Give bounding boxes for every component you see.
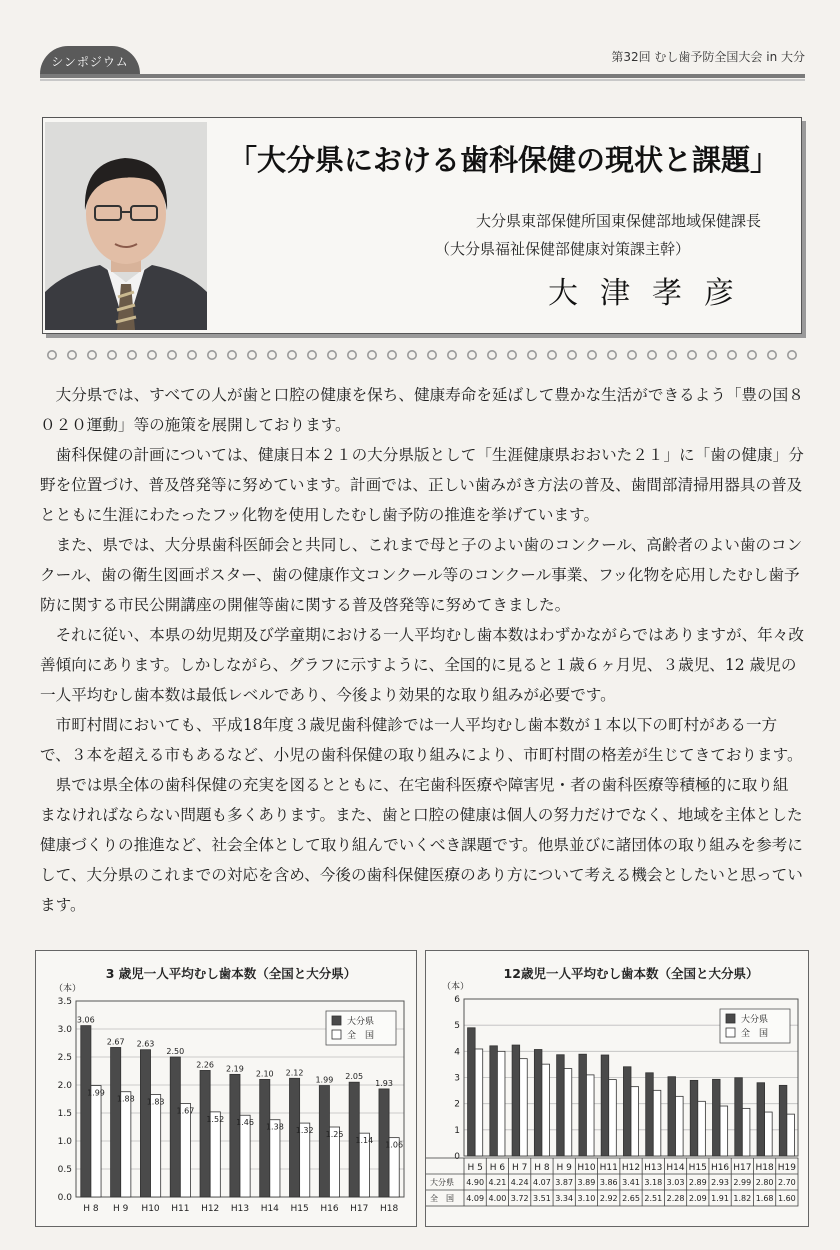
table-cell-national: 2.09 [688,1194,707,1203]
y-axis-unit: （本） [442,982,470,992]
divider-dot [328,351,336,359]
divider-dot [508,351,516,359]
y-tick-label: 3 [454,1073,460,1084]
bar-national [151,1095,161,1197]
bar-national [720,1106,728,1156]
divider-dot [648,351,656,359]
table-cell-national: 3.10 [577,1194,596,1203]
portrait-illustration [45,122,207,330]
bar-national [653,1090,661,1156]
y-tick-label: 1.5 [57,1109,72,1119]
bar-national [609,1080,617,1156]
data-label-national: 1.06 [385,1140,404,1150]
x-tick-label: H10 [141,1204,160,1214]
chart-12yo-svg [426,951,808,1226]
data-label-oita: 2.26 [196,1060,215,1070]
divider-dot [388,351,396,359]
data-label-national: 1.67 [176,1106,195,1116]
page-header [40,38,805,78]
divider-dot [668,351,676,359]
table-cell-national: 2.92 [599,1194,618,1203]
x-tick-label: H18 [755,1163,774,1173]
y-tick-label: 2.0 [57,1081,72,1091]
x-tick-label: H 9 [113,1204,129,1214]
dotted-divider [45,348,805,362]
x-tick-label: H14 [666,1163,685,1173]
legend-label: 大分県 [741,1015,769,1025]
divider-dot [108,351,116,359]
divider-dot [408,351,416,359]
x-tick-label: H14 [260,1204,279,1214]
table-cell-oita: 2.80 [755,1178,774,1187]
article-body [40,380,804,920]
x-tick-label: H17 [733,1163,752,1173]
bar-oita [512,1045,520,1156]
legend-swatch [726,1014,735,1023]
data-label-national: 1.83 [146,1097,165,1107]
chart-title: 12歳児一人平均むし歯本数（全国と大分県） [503,966,759,981]
table-cell-oita: 2.99 [733,1178,752,1187]
bar-oita [490,1046,498,1156]
y-tick-label: 4 [454,1047,460,1058]
data-label-national: 1.46 [236,1118,254,1128]
table-cell-national: 3.51 [533,1194,551,1203]
bar-oita [668,1077,676,1156]
table-cell-oita: 3.86 [599,1178,618,1187]
legend-label: 大分県 [347,1017,375,1027]
bar-national [631,1087,639,1156]
x-tick-label: H15 [688,1163,707,1173]
bar-oita [111,1047,121,1197]
x-tick-label: H19 [777,1163,796,1173]
divider-dot [728,351,736,359]
divider-dot [68,351,76,359]
bar-oita [646,1073,654,1156]
bar-national [676,1096,684,1156]
x-tick-label: H 7 [511,1163,528,1173]
divider-dot [348,351,356,359]
divider-dot [748,351,756,359]
bar-oita [230,1074,240,1197]
divider-dot [468,351,476,359]
bar-national [742,1108,750,1156]
bar-oita [81,1026,91,1197]
legend-swatch [726,1028,735,1037]
paragraph: それに従い、本県の幼児期及び学童期における一人平均むし歯本数はわずかながらではありますが、年々改善傾向にあります。しかしながら、グラフに示すように、全国的に見ると１歳６ヶ月児、３歳児、12 歳児の一人平均むし歯本数は最低レベルであり、今後より効果的な取り組みが必要です。 [40,626,804,704]
y-tick-label: 3.5 [57,997,72,1007]
author-photo [45,122,207,330]
chart-title: 3 歳児一人平均むし歯本数（全国と大分県） [105,966,357,981]
table-cell-oita: 3.41 [622,1178,640,1187]
data-label-oita: 2.50 [166,1047,185,1056]
x-tick-label: H13 [230,1204,250,1214]
chart-12yo [425,950,809,1227]
bar-oita [289,1078,299,1197]
x-tick-label: H12 [621,1163,641,1173]
bar-national [586,1075,594,1156]
data-label-national: 1.25 [325,1130,344,1139]
x-tick-label: H18 [379,1204,399,1214]
divider-dot [228,351,236,359]
divider-dot [768,351,776,359]
header-rule-light [40,79,805,81]
bar-national [475,1049,483,1156]
y-tick-label: 0.5 [57,1165,72,1175]
divider-dot [428,351,436,359]
table-cell-national: 4.00 [488,1194,507,1203]
x-tick-label: H12 [201,1204,220,1214]
legend-label: 全 国 [741,1029,769,1039]
bar-oita [200,1070,210,1197]
paragraph: また、県では、大分県歯科医師会と共同し、これまで母と子のよい歯のコンクール、高齢者のよい歯のコンクール、歯の衛生図画ポスター、歯の健康作文コンクール等のコンクール事業、フッ化物を応用したむし歯予防に関する市民公開講座の開催等歯に関する普及啓発等に努めてきました。 [40,536,803,614]
table-cell-national: 3.34 [555,1194,574,1203]
divider-dot [548,351,556,359]
x-tick-label: H 8 [534,1163,550,1173]
divider-dot [608,351,616,359]
paragraph: 歯科保健の計画については、健康日本２１の大分県版として「生涯健康県おおいた２１」に「歯の健康」分野を位置づけ、普及啓発等に努めています。計画では、正しい歯みがき方法の普及、歯間部清掃用器具の普及とともに生涯にわたったフッ化物を使用したむし歯予防の推進を挙げています。 [40,446,804,524]
data-label-oita: 1.93 [375,1078,393,1088]
data-label-oita: 2.10 [255,1069,274,1079]
data-label-national: 1.32 [295,1126,314,1136]
x-tick-label: H 6 [489,1163,506,1173]
bar-national [121,1092,131,1197]
y-tick-label: 2 [454,1099,460,1110]
y-tick-label: 5 [454,1021,460,1032]
bar-national [698,1101,706,1156]
legend-label: 全 国 [347,1031,375,1041]
y-tick-label: 6 [454,995,460,1005]
data-label-oita: 2.19 [226,1064,244,1074]
table-cell-national: 3.72 [510,1194,529,1203]
data-label-oita: 3.06 [76,1015,95,1025]
bar-oita [140,1050,150,1197]
x-tick-label: H15 [290,1204,309,1214]
table-cell-national: 2.28 [666,1194,685,1203]
table-cell-national: 4.09 [466,1194,485,1203]
x-tick-label: H11 [599,1163,618,1173]
divider-dot [188,351,196,359]
divider-dot [248,351,256,359]
data-label-oita: 2.67 [106,1037,125,1047]
x-tick-label: H 8 [83,1204,99,1214]
author-name: 大津孝彦 [548,276,756,311]
y-tick-label: 2.5 [57,1053,72,1063]
divider-dot [88,351,96,359]
legend-swatch [332,1030,341,1039]
divider-dot [48,351,56,359]
y-axis-unit: （本） [54,984,82,994]
table-cell-national: 1.82 [733,1194,752,1203]
bar-oita [757,1083,765,1156]
divider-dot [148,351,156,359]
divider-dot [448,351,456,359]
x-tick-label: H10 [577,1163,596,1173]
table-cell-oita: 4.07 [533,1178,551,1187]
paragraph: 県では県全体の歯科保健の充実を図るとともに、在宅歯科医療や障害児・者の歯科医療等積極的に取り組まなければならない問題も多くあります。また、歯と口腔の健康は個人の努力だけでなく、地域を主体とした健康づくりの推進など、社会全体として取り組んでいくべき課題です。他県並びに諸団体の取り組みを参考にして、大分県のこれまでの対応を含め、今後の歯科保健医療のあり方について考える機会としたいと思っています。 [40,776,803,914]
y-tick-label: 0.0 [57,1193,72,1203]
table-cell-national: 1.68 [755,1194,774,1203]
bar-national [520,1059,528,1156]
bar-national [787,1114,795,1156]
bar-oita [579,1054,587,1156]
data-label-national: 1.52 [206,1114,225,1124]
data-label-oita: 2.12 [285,1068,304,1078]
section-tab: シンポジウム [40,46,140,74]
affiliation-line2: （大分県福祉保健部健康対策課主幹） [435,240,691,258]
table-cell-oita: 3.03 [666,1178,685,1187]
bar-national [210,1112,220,1197]
bar-oita [779,1085,787,1156]
divider-dot [168,351,176,359]
paragraph: 大分県では、すべての人が歯と口腔の健康を保ち、健康寿命を延ばして豊かな生活ができるよう「豊の国８０２０運動」等の施策を展開しております。 [40,386,804,434]
y-tick-label: 1.0 [57,1137,72,1147]
table-cell-oita: 3.18 [644,1178,663,1187]
data-label-national: 1.38 [265,1122,284,1132]
table-cell-oita: 3.87 [555,1178,574,1187]
bar-oita [468,1028,476,1156]
x-tick-label: H13 [644,1163,663,1173]
chart-3yo-svg [36,951,416,1226]
article-title: 「大分県における歯科保健の現状と課題」 [228,143,780,177]
divider-dot [628,351,636,359]
divider-dot [588,351,596,359]
divider-dot [788,351,796,359]
affiliation-line1: 大分県東部保健所国東保健部地域保健課長 [475,212,761,230]
bar-oita [690,1080,698,1156]
divider-dot [128,351,136,359]
x-tick-label: H 5 [467,1163,483,1173]
title-box [42,117,802,334]
chart-3yo [35,950,417,1227]
y-tick-label: 3.0 [57,1025,72,1035]
table-cell-oita: 4.24 [510,1178,529,1187]
table-cell-oita: 4.90 [466,1178,485,1187]
divider-dot [368,351,376,359]
bar-oita [260,1079,270,1197]
bar-national [765,1112,773,1156]
table-row-label: 大分県 [430,1178,454,1187]
divider-dot [268,351,276,359]
conference-title: 第32回 むし歯予防全国大会 in 大分 [611,50,805,64]
bar-oita [735,1078,743,1156]
bar-national [91,1086,101,1197]
data-label-national: 1.99 [87,1088,105,1098]
data-label-oita: 1.99 [315,1075,334,1085]
x-tick-label: H17 [350,1204,369,1214]
divider-dot [288,351,296,359]
table-cell-national: 1.91 [711,1194,729,1203]
table-cell-national: 2.65 [622,1194,640,1203]
bar-oita [623,1067,631,1156]
x-tick-label: H11 [171,1204,190,1214]
data-label-national: 1.14 [355,1136,374,1146]
x-tick-label: H16 [320,1204,339,1214]
bar-oita [712,1079,720,1156]
bar-national [240,1115,250,1197]
bar-oita [557,1055,565,1156]
table-cell-national: 2.51 [644,1194,663,1203]
bar-oita [534,1050,542,1156]
y-tick-label: 1 [454,1125,460,1136]
table-cell-oita: 2.70 [777,1178,796,1187]
divider-dot [528,351,536,359]
bar-oita [170,1057,180,1197]
divider-dot [488,351,496,359]
x-tick-label: H16 [710,1163,730,1173]
bar-national [564,1069,572,1156]
header-rule [40,74,805,78]
bar-oita [601,1055,609,1156]
y-tick-label: 0 [454,1152,460,1162]
table-cell-oita: 3.89 [577,1178,596,1187]
legend-swatch [332,1016,341,1025]
bar-national [180,1103,190,1197]
data-label-oita: 2.63 [136,1039,155,1049]
paragraph: 市町村間においても、平成18年度３歳児歯科健診では一人平均むし歯本数が１本以下の町村がある一方で、３本を超える市もあるなど、小児の歯科保健の取り組みにより、市町村間の格差が生じてきております。 [40,716,803,764]
bar-national [497,1051,505,1156]
divider-dot [308,351,316,359]
table-cell-oita: 2.89 [688,1178,707,1187]
bar-national [542,1064,550,1156]
table-cell-oita: 2.93 [711,1178,729,1187]
data-label-oita: 2.05 [345,1072,364,1082]
table-cell-oita: 4.21 [488,1178,507,1187]
table-cell-national: 1.60 [777,1194,796,1203]
divider-dot [708,351,716,359]
bar-oita [319,1086,329,1197]
divider-dot [208,351,216,359]
x-tick-label: H 9 [556,1163,572,1173]
table-row-label: 全 国 [430,1194,454,1203]
data-label-national: 1.88 [116,1094,135,1104]
divider-dot [688,351,696,359]
divider-dot [568,351,576,359]
